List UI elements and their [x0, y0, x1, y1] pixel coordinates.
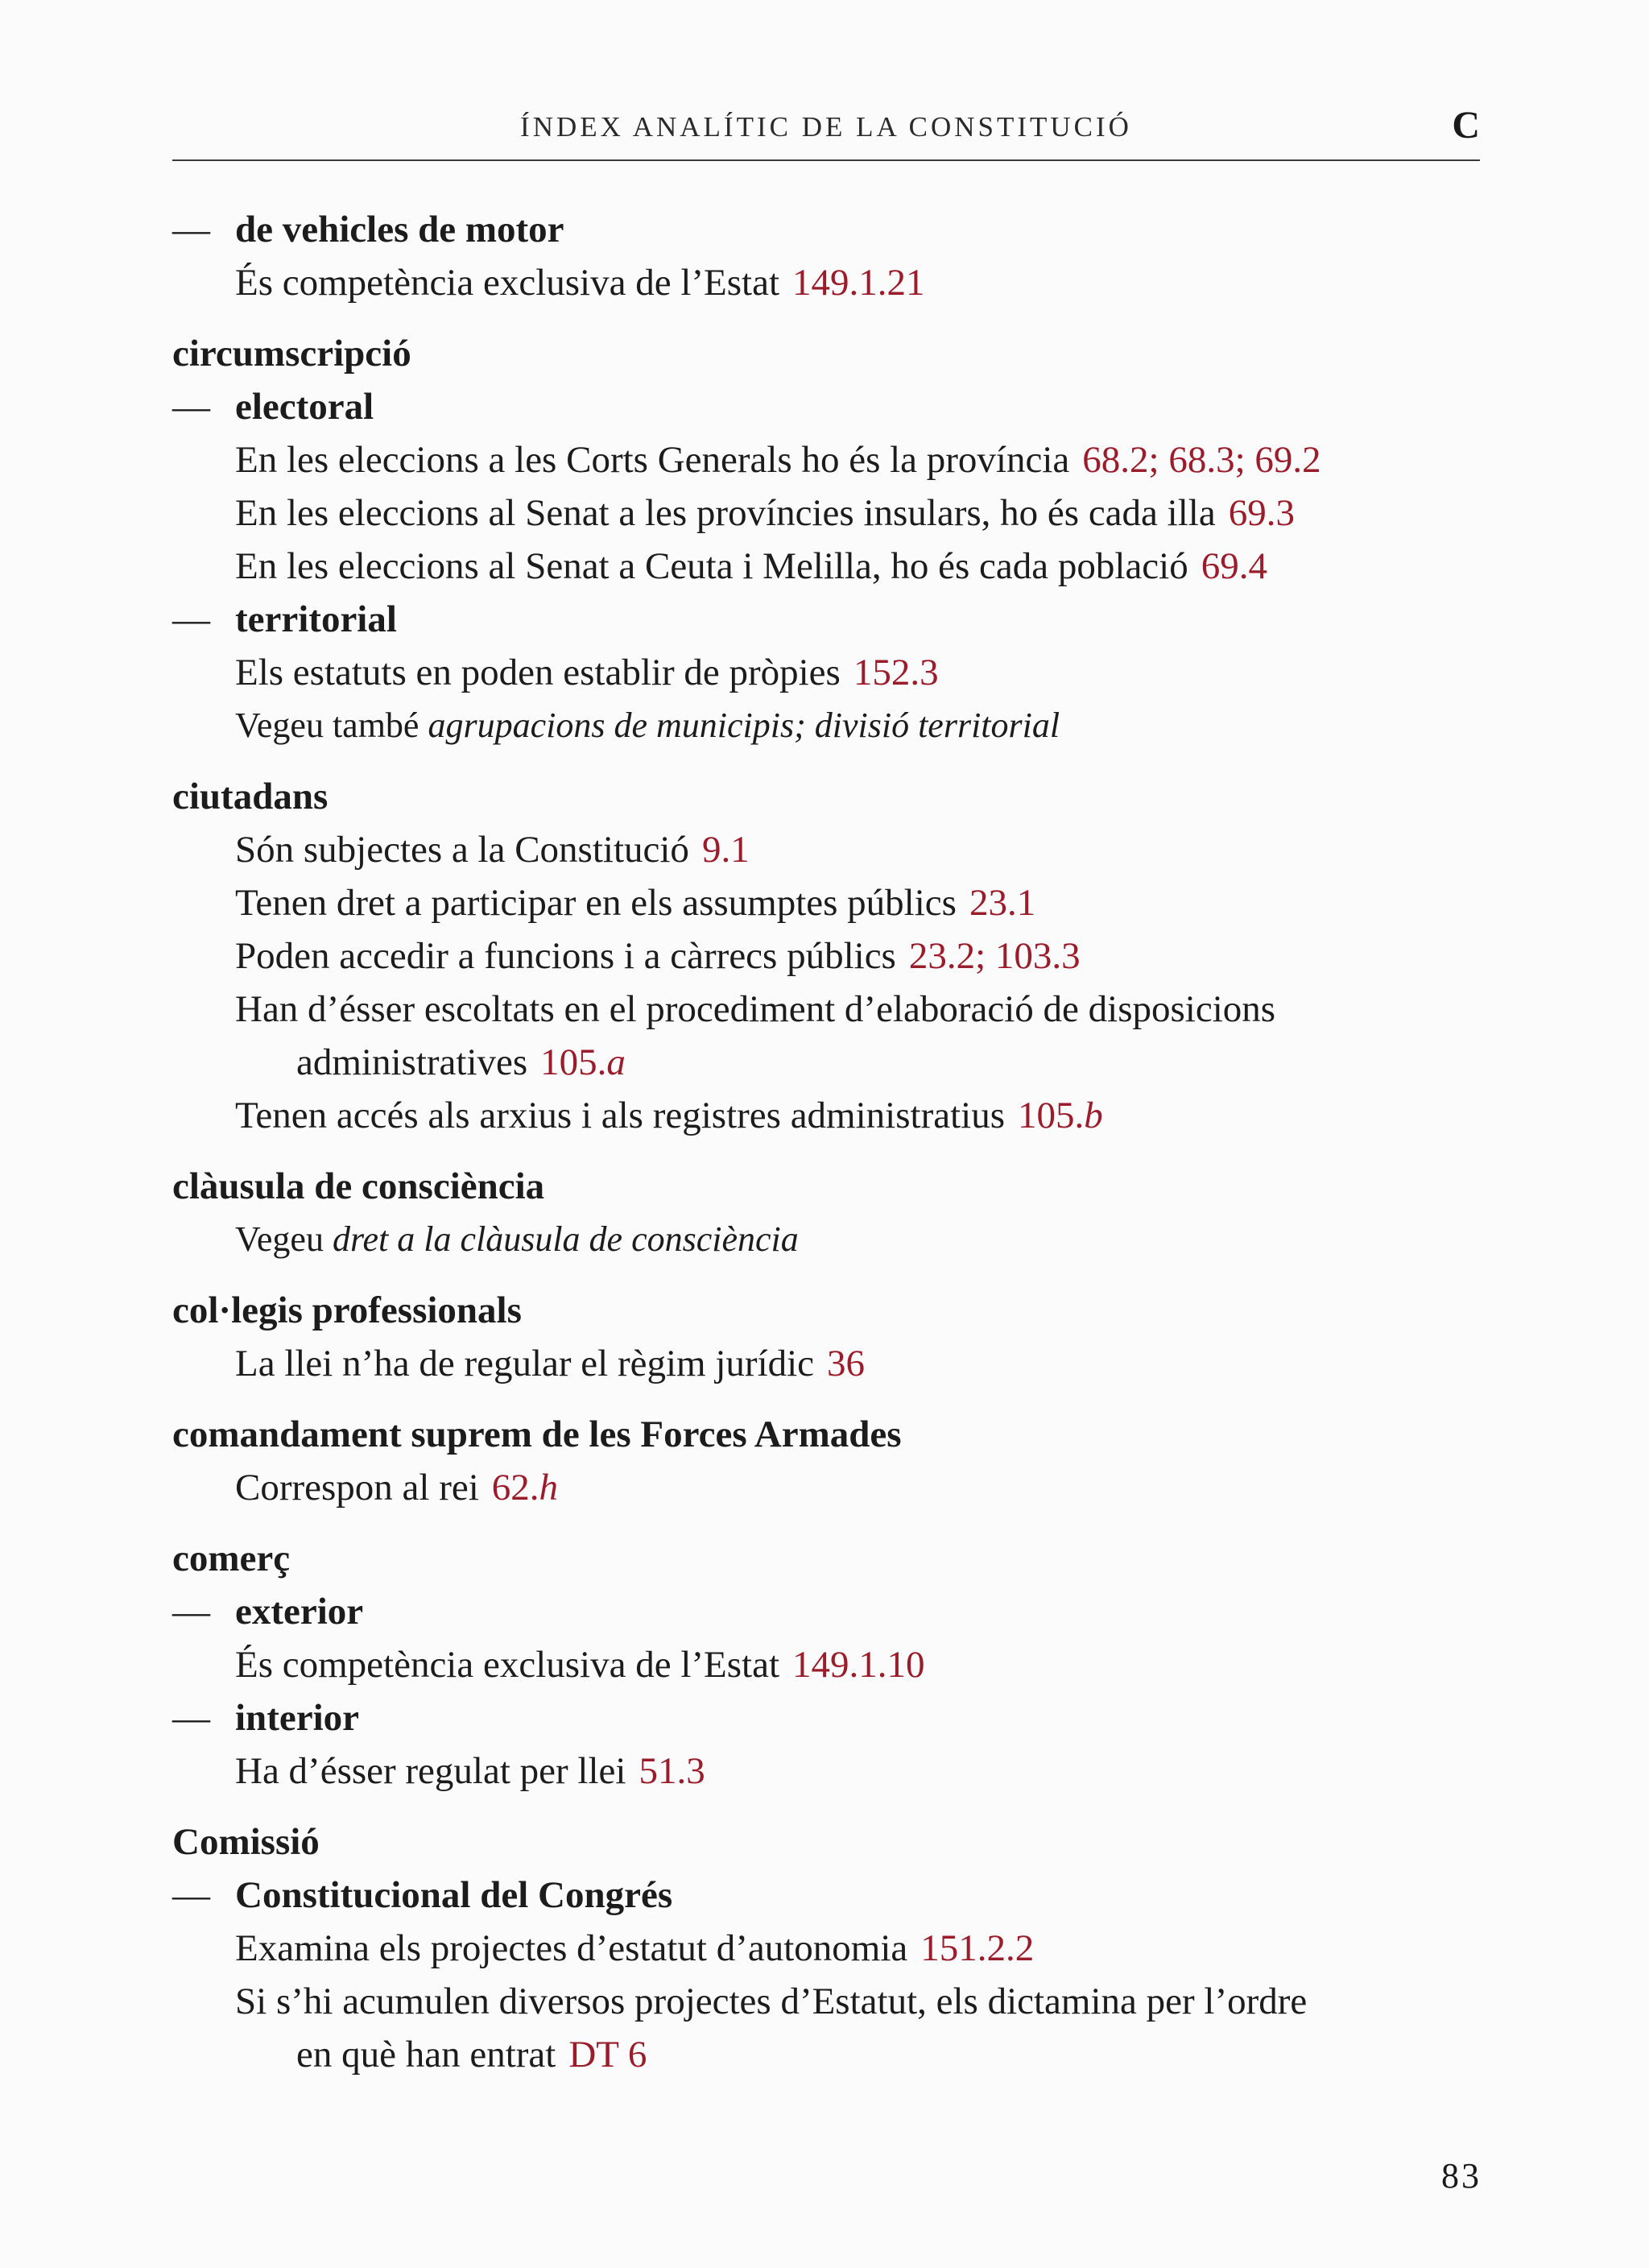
definition-line: Són subjectes a la Constitució 9.1	[235, 829, 750, 871]
entry-heading: comandament suprem de les Forces Armades	[172, 1413, 902, 1455]
index-entry	[172, 1815, 1493, 2081]
subentry-heading: — interior	[172, 1697, 359, 1739]
article-reference[interactable]: 152.3	[853, 652, 939, 693]
definition-line: Examina els projectes d’estatut d’autonomia 151.2.2	[235, 1927, 1035, 1969]
definition-line: En les eleccions al Senat a Ceuta i Melilla, ho és cada població 69.4	[235, 545, 1267, 587]
page-number: 83	[1441, 2156, 1482, 2196]
article-reference[interactable]: 23.1	[969, 882, 1036, 924]
subentry-heading: — de vehicles de motor	[172, 209, 564, 250]
definition-line: La llei n’ha de regular el règim jurídic 36	[235, 1343, 866, 1384]
index-entry	[172, 327, 1493, 752]
section-letter: C	[1452, 104, 1480, 147]
article-reference[interactable]: 62.h	[491, 1467, 559, 1509]
subentry-heading: — Constitucional del Congrés	[172, 1874, 673, 1916]
article-reference[interactable]: 68.2; 68.3; 69.2	[1082, 439, 1321, 481]
definition-line: Tenen accés als arxius i als registres administratius 105.b	[235, 1095, 1103, 1136]
article-reference[interactable]: 105.a	[540, 1041, 626, 1083]
entry-heading: circumscripció	[172, 333, 411, 375]
subentry-heading: — electoral	[172, 386, 374, 428]
entry-heading: clàusula de consciència	[172, 1165, 545, 1207]
definition-line: Ha d’ésser regulat per llei 51.3	[235, 1750, 705, 1792]
subentry-heading: — exterior	[172, 1591, 364, 1633]
article-reference[interactable]: 69.3	[1228, 492, 1295, 534]
definition-line: Correspon al rei 62.h	[235, 1467, 559, 1509]
definition-line: Han d’ésser escoltats en el procediment d’elaboració de disposicions administratives 105.a	[235, 988, 1276, 1083]
index-entry	[172, 1532, 1493, 1798]
article-reference[interactable]: 23.2; 103.3	[908, 935, 1081, 977]
article-reference[interactable]: 69.4	[1201, 545, 1267, 587]
index-content	[172, 203, 1493, 2099]
entry-heading: col·legis professionals	[172, 1289, 522, 1331]
entry-heading: ciutadans	[172, 776, 329, 817]
entry-heading: Comissió	[172, 1821, 320, 1863]
article-reference[interactable]: DT 6	[568, 2034, 647, 2076]
see-also-line: Vegeu dret a la clàusula de consciència	[235, 1219, 799, 1259]
definition-line: En les eleccions a les Corts Generals ho és la província 68.2; 68.3; 69.2	[235, 439, 1321, 481]
cross-reference[interactable]: agrupacions de municipis; divisió territorial	[428, 706, 1060, 745]
subentry-heading: — territorial	[172, 598, 397, 640]
see-also-line: Vegeu també agrupacions de municipis; divisió territorial	[235, 706, 1060, 745]
article-reference[interactable]: 51.3	[639, 1750, 705, 1792]
article-reference[interactable]: 9.1	[701, 829, 750, 871]
article-reference[interactable]: 149.1.10	[792, 1644, 925, 1686]
article-reference[interactable]: 151.2.2	[920, 1927, 1035, 1969]
article-reference[interactable]: 105.b	[1018, 1095, 1103, 1136]
definition-line: Tenen dret a participar en els assumptes públics 23.1	[235, 882, 1036, 924]
definition-line: En les eleccions al Senat a les províncies insulars, ho és cada illa 69.3	[235, 492, 1295, 534]
index-entry	[172, 203, 1493, 309]
definition-line: És competència exclusiva de l’Estat 149.1.21	[235, 262, 925, 304]
definition-line: Si s’hi acumulen diversos projectes d’Estatut, els dictamina per l’ordre en què han entrat DT 6	[235, 1980, 1308, 2076]
cross-reference[interactable]: dret a la clàusula de consciència	[332, 1219, 799, 1259]
index-entry	[172, 1284, 1493, 1390]
article-reference[interactable]: 149.1.21	[792, 262, 925, 304]
index-entry	[172, 1408, 1493, 1514]
index-entry	[172, 1160, 1493, 1266]
definition-line: És competència exclusiva de l’Estat 149.1.10	[235, 1644, 925, 1686]
article-reference[interactable]: 36	[827, 1343, 866, 1384]
header-title: ÍNDEX ANALÍTIC DE LA CONSTITUCIÓ	[520, 111, 1132, 143]
running-header	[172, 103, 1480, 161]
definition-line: Poden accedir a funcions i a càrrecs públics 23.2; 103.3	[235, 935, 1081, 977]
entry-heading: comerç	[172, 1538, 291, 1579]
index-entry	[172, 770, 1493, 1142]
definition-line: Els estatuts en poden establir de pròpies 152.3	[235, 652, 939, 693]
